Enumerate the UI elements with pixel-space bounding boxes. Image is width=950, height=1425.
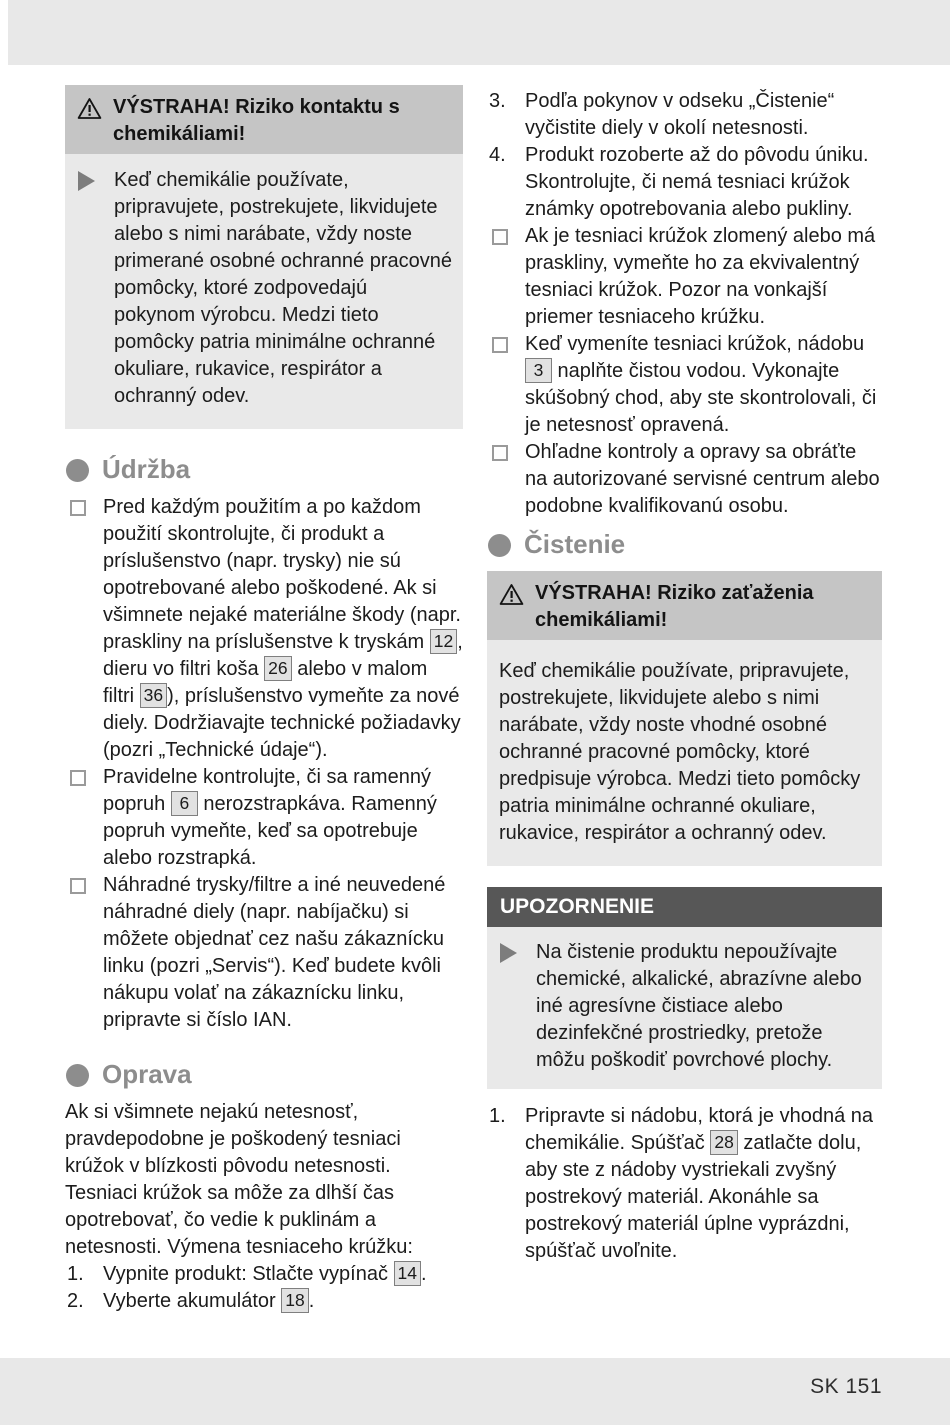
section-heading-maintenance — [65, 453, 463, 486]
step-text: Produkt rozoberte až do pôvodu úniku. Skontrolujte, či nemá tesniaci krúžok známky opotrebovania alebo pukliny. — [525, 144, 869, 220]
bullet-text: Keď vymeníte tesniaci krúžok, nádobu 3 naplňte čistou vodou. Vykonajte skúšobný chod, aby ste skontrolovali, či je netesnosť opravená. — [525, 333, 877, 436]
warning-box-header — [65, 85, 463, 154]
arrow-bullet-icon — [500, 943, 517, 963]
warning-triangle-icon — [77, 97, 102, 148]
notice-box-header — [487, 887, 882, 927]
part-ref-number: 6 — [171, 791, 198, 816]
repair-step-1 — [65, 1261, 463, 1288]
step-number: 1. — [67, 1263, 84, 1285]
left-column — [65, 85, 463, 1315]
warning-box-chemical-load — [487, 571, 882, 866]
warning-box-chemical-contact — [65, 85, 463, 429]
bullet-text: Ohľadne kontroly a opravy sa obráťte na autorizované servisné centrum alebo podobne kvalifikovanú osobu. — [525, 441, 880, 517]
section-heading-text: Čistenie — [524, 529, 626, 559]
step-text: Podľa pokynov v odseku „Čistenie“ vyčistite diely v okolí netesnosti. — [525, 90, 835, 139]
page-number: SK 151 — [810, 1375, 882, 1398]
bullet-text: Pravidelne kontrolujte, či sa ramenný popruh 6 nerozstrapkáva. Ramenný popruh vymeňte, keď sa opotrebuje alebo rozstrapká. — [103, 766, 437, 869]
part-ref-number: 14 — [394, 1261, 421, 1286]
section-bullet-icon — [66, 1064, 89, 1087]
bullet-text: Náhradné trysky/filtre a iné neuvedené náhradné diely (napr. nabíjačku) si môžete objednať cez našu zákaznícku linku (pozri „Servis“). Keď budete kvôli nákupu volať na zákaznícku linku, pripravte si číslo IAN. — [103, 874, 446, 1031]
section-heading-repair — [65, 1058, 463, 1091]
section-heading-cleaning — [487, 528, 882, 561]
part-ref-number: 28 — [710, 1130, 737, 1155]
step-number: 2. — [67, 1290, 84, 1312]
part-ref-number: 12 — [430, 629, 457, 654]
section-heading-text: Údržba — [102, 454, 191, 484]
section-bullet-icon — [488, 534, 511, 557]
cleaning-step-1 — [487, 1103, 882, 1265]
step-text: Vyberte akumulátor 18 . — [103, 1290, 315, 1312]
part-ref-number: 3 — [525, 358, 552, 383]
step-text: Vypnite produkt: Stlačte vypínač 14 . — [103, 1263, 427, 1285]
warning-box-body — [65, 154, 463, 429]
step-number: 1. — [489, 1105, 506, 1127]
step-number: 4. — [489, 144, 506, 166]
repair-step-4 — [487, 142, 882, 223]
notice-instruction — [499, 939, 872, 1074]
warning-box-title: VÝSTRAHA! Riziko zaťaženia chemikáliami! — [535, 582, 814, 631]
repair-bullet-3 — [487, 439, 882, 520]
repair-bullet-2 — [487, 331, 882, 439]
repair-bullet-1 — [487, 223, 882, 331]
warning-instruction — [77, 167, 453, 410]
arrow-bullet-icon — [78, 171, 95, 191]
checkbox-bullet-icon — [70, 878, 86, 894]
notice-box-title: UPOZORNENIE — [500, 895, 655, 918]
notice-instruction-text: Na čistenie produktu nepoužívajte chemické, alkalické, abrazívne alebo iné agresívne čistiace alebo dezinfekčné prostriedky, pretože môžu poškodiť povrchové plochy. — [536, 941, 862, 1071]
part-ref-number: 36 — [140, 683, 167, 708]
warning-box-body — [487, 640, 882, 866]
warning-box-title: VÝSTRAHA! Riziko kontaktu s chemikáliami! — [113, 96, 400, 145]
notice-box — [487, 887, 882, 1089]
repair-intro-paragraph: Ak si všimnete nejakú netesnosť, pravdepodobne je poškodený tesniaci krúžok v blízkosti pôvodu netesnosti. Tesniaci krúžok sa môže za dlhší čas opotrebovať, čo vedie k puklinám a netesnosti. Výmena tesniaceho krúžku: — [65, 1101, 413, 1258]
step-number: 3. — [489, 90, 506, 112]
right-column — [487, 88, 882, 1265]
part-ref-number: 18 — [281, 1288, 308, 1313]
checkbox-bullet-icon — [70, 500, 86, 516]
checkbox-bullet-icon — [70, 770, 86, 786]
warning-triangle-icon — [499, 583, 524, 634]
warning-box-header — [487, 571, 882, 640]
warning-box-paragraph: Keď chemikálie používate, pripravujete, postrekujete, likvidujete alebo s nimi narábate, vždy noste vhodné osobné ochranné pracovné pomôcky, ktoré predpisuje výrobca. Medzi tieto pomôcky patria minimálne ochranné okuliare, rukavice, respirátor a ochranný odev. — [499, 660, 861, 844]
bullet-text: Pred každým použitím a po každom použití skontrolujte, či produkt a príslušenstvo (napr. trysky) nie sú opotrebované alebo poškodené. Ak si všimnete nejaké materiálne škody (napr. praskliny na príslušenstve k tryskám 12 , dieru vo filtri koša 26 alebo v malom filtri 36 ), príslušenstvo vymeňte za nové diely. Dodržiavajte technické požiadavky (pozri „Technické údaje“). — [103, 496, 463, 761]
repair-step-3 — [487, 88, 882, 142]
maintenance-bullet-1 — [65, 494, 463, 764]
checkbox-bullet-icon — [492, 445, 508, 461]
maintenance-bullet-2 — [65, 764, 463, 872]
bullet-text: Ak je tesniaci krúžok zlomený alebo má praskliny, vymeňte ho za ekvivalentný tesniaci krúžok. Pozor na vonkajší priemer tesniaceho krúžku. — [525, 225, 876, 328]
page-top-margin-band — [8, 0, 950, 65]
page-bottom-margin-band — [0, 1358, 950, 1425]
checkbox-bullet-icon — [492, 337, 508, 353]
step-text: Pripravte si nádobu, ktorá je vhodná na chemikálie. Spúšťač 28 zatlačte dolu, aby ste z nádoby vystriekali zvyšný postrekový materiál. Akonáhle sa postrekový materiál úplne vyprázdni, spúšťač uvoľnite. — [525, 1105, 873, 1262]
section-bullet-icon — [66, 459, 89, 482]
checkbox-bullet-icon — [492, 229, 508, 245]
maintenance-bullet-3 — [65, 872, 463, 1034]
part-ref-number: 26 — [264, 656, 291, 681]
repair-step-2 — [65, 1288, 463, 1315]
notice-box-body — [487, 927, 882, 1089]
warning-instruction-text: Keď chemikálie používate, pripravujete, postrekujete, likvidujete alebo s nimi narábate, vždy noste primerané osobné ochranné pracovné pomôcky, ktoré zodpovedajú pokynom výrobcu. Medzi tieto pomôcky patria minimálne ochranné okuliare, rukavice, respirátor a ochranný odev. — [114, 169, 452, 407]
section-heading-text: Oprava — [102, 1059, 192, 1089]
